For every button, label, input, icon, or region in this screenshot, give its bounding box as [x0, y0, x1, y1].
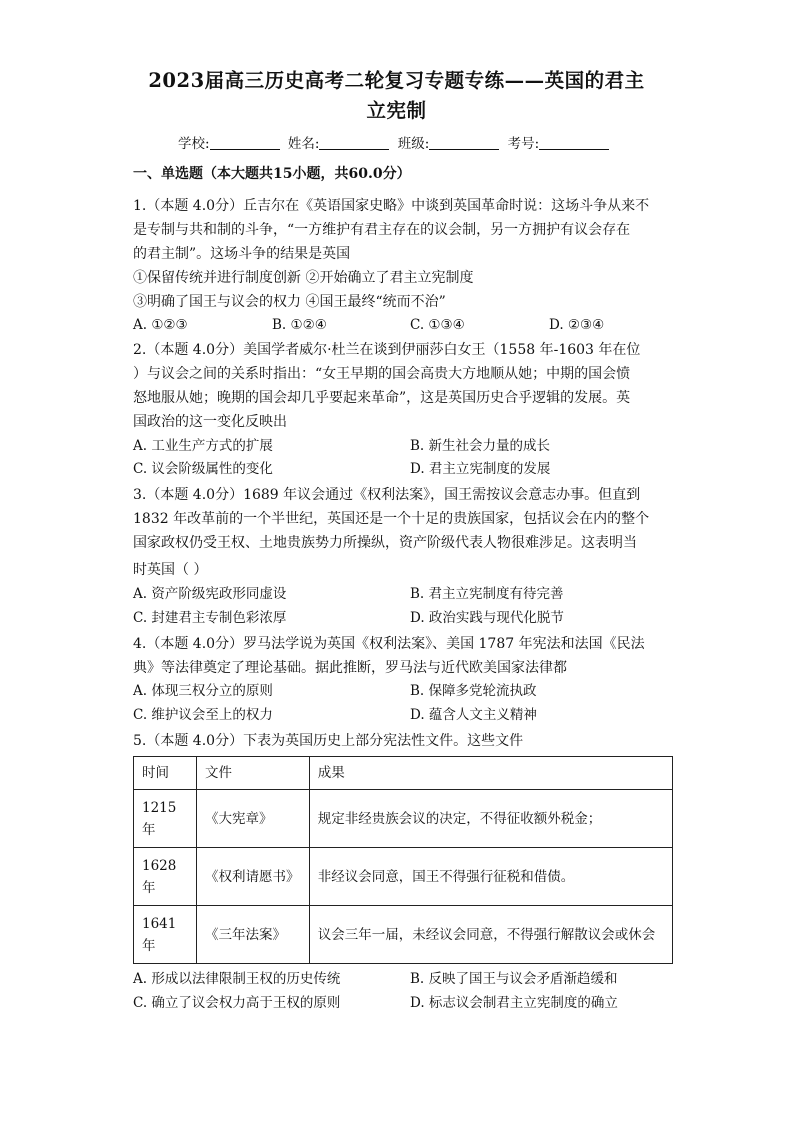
school-label: 学校: [178, 136, 210, 152]
q1-option-c[interactable]: C. ①③④ [410, 317, 465, 333]
table-cell-document: 《大宪章》 [196, 790, 309, 848]
question-text-line: 典》等法律奠定了理论基础。据此推断，罗马法与近代欧美国家法律都 [133, 660, 567, 676]
class-field[interactable] [429, 135, 499, 150]
question-2 [133, 338, 668, 434]
table-cell-time: 1641年 [134, 906, 197, 964]
question-3 [133, 483, 668, 582]
student-info-row [178, 132, 638, 152]
q3-option-b[interactable]: B. 君主立宪制度有待完善 [410, 586, 564, 602]
q3-option-c[interactable]: C. 封建君主专制色彩浓厚 [133, 610, 287, 626]
q1-option-d[interactable]: D. ②③④ [549, 317, 605, 333]
table-cell-document: 《三年法案》 [196, 906, 309, 964]
q5-option-a[interactable]: A. 形成以法律限制王权的历史传统 [133, 971, 341, 987]
q2-option-b[interactable]: B. 新生社会力量的成长 [410, 438, 551, 454]
name-label: 姓名: [287, 136, 320, 152]
question-text-line: 3.（本题 4.0分）1689 年议会通过《权利法案》，国王需按议会意志办事。但直到 [133, 487, 641, 503]
q2-option-c[interactable]: C. 议会阶级属性的变化 [133, 461, 273, 477]
q4-option-d[interactable]: D. 蕴含人文主义精神 [410, 707, 537, 723]
exam-number-label: 考号: [507, 136, 540, 152]
section-heading: 一、单选题（本大题共15小题，共60.0分） [133, 166, 411, 182]
q3-option-d[interactable]: D. 政治实践与现代化脱节 [410, 610, 564, 626]
table-header-row [134, 757, 673, 790]
question-text-line: 的君主制”。这场斗争的结果是英国 [133, 246, 351, 262]
table-cell-document: 《权利请愿书》 [196, 848, 309, 906]
table-cell-result: 非经议会同意，国王不得强行征税和借债。 [309, 848, 672, 906]
table-row [134, 790, 673, 848]
statement-line: ③明确了国王与议会的权力 ④国王最终“统而不治” [133, 294, 446, 310]
question-text-line: 4.（本题 4.0分）罗马法学说为英国《权利法案》、美国 1787 年宪法和法国《民法 [133, 636, 645, 652]
q3-option-a[interactable]: A. 资产阶级宪政形同虚设 [133, 586, 287, 602]
question-text-line: 国家政权仍受王权、土地贵族势力所操纵，资产阶级代表人物很难涉足。这表明当 [133, 535, 637, 551]
page-title [120, 66, 673, 126]
statement-line: ①保留传统并进行制度创新 ②开始确立了君主立宪制度 [133, 270, 474, 286]
q4-option-b[interactable]: B. 保障多党轮流执政 [410, 683, 537, 699]
q2-option-a[interactable]: A. 工业生产方式的扩展 [133, 438, 273, 454]
question-text-line: ）与议会之间的关系时指出：“女王早期的国会高贵大方地顺从她；中期的国会愤 [133, 366, 631, 382]
table-cell-result: 议会三年一届，未经议会同意，不得强行解散议会或休会 [309, 906, 672, 964]
question-text-line: 1832 年改革前的一个半世纪，英国还是一个十足的贵族国家，包括议会在内的整个 [133, 511, 650, 527]
question-text-line: 怒地服从她；晚期的国会却几乎要起来革命”，这是英国历史合乎逻辑的发展。英 [133, 390, 631, 406]
documents-table [133, 756, 673, 964]
table-row [134, 906, 673, 964]
class-label: 班级: [397, 136, 430, 152]
question-text-line: 2.（本题 4.0分）美国学者威尔·杜兰在谈到伊丽莎白女王（1558 年-1603 年在位 [133, 342, 641, 358]
exam-number-field[interactable] [539, 135, 609, 150]
question-1 [133, 194, 668, 314]
question-text-line: 是专制与共和制的斗争，“一方维护有君主存在的议会制，另一方拥护有议会存在 [133, 222, 631, 238]
q1-option-a[interactable]: A. ①②③ [133, 317, 188, 333]
name-field[interactable] [319, 135, 389, 150]
school-field[interactable] [210, 135, 280, 150]
question-5 [133, 729, 668, 753]
table-header-cell: 时间 [134, 757, 197, 790]
question-4 [133, 632, 668, 680]
question-text-line: 1.（本题 4.0分）丘吉尔在《英语国家史略》中谈到英国革命时说：这场斗争从来不 [133, 198, 650, 214]
q4-option-a[interactable]: A. 体现三权分立的原则 [133, 683, 273, 699]
table-row [134, 848, 673, 906]
q2-option-d[interactable]: D. 君主立宪制度的发展 [410, 461, 551, 477]
table-cell-time: 1215年 [134, 790, 197, 848]
title-line-2: 立宪制 [366, 99, 427, 122]
q4-option-c[interactable]: C. 维护议会至上的权力 [133, 707, 273, 723]
table-header-cell: 成果 [309, 757, 672, 790]
question-text-line: 5.（本题 4.0分）下表为英国历史上部分宪法性文件。这些文件 [133, 733, 524, 749]
q5-option-d[interactable]: D. 标志议会制君主立宪制度的确立 [410, 995, 618, 1011]
title-line-1: 2023届高三历史高考二轮复习专题专练——英国的君主 [148, 69, 645, 92]
q1-option-b[interactable]: B. ①②④ [272, 317, 327, 333]
question-text-line: 国政治的这一变化反映出 [133, 414, 287, 430]
table-cell-time: 1628年 [134, 848, 197, 906]
q5-option-b[interactable]: B. 反映了国王与议会矛盾渐趋缓和 [410, 971, 618, 987]
question-text-line: 时英国（ ） [133, 562, 208, 578]
table-header-cell: 文件 [196, 757, 309, 790]
q5-option-c[interactable]: C. 确立了议会权力高于王权的原则 [133, 995, 341, 1011]
table-cell-result: 规定非经贵族会议的决定，不得征收额外税金； [309, 790, 672, 848]
